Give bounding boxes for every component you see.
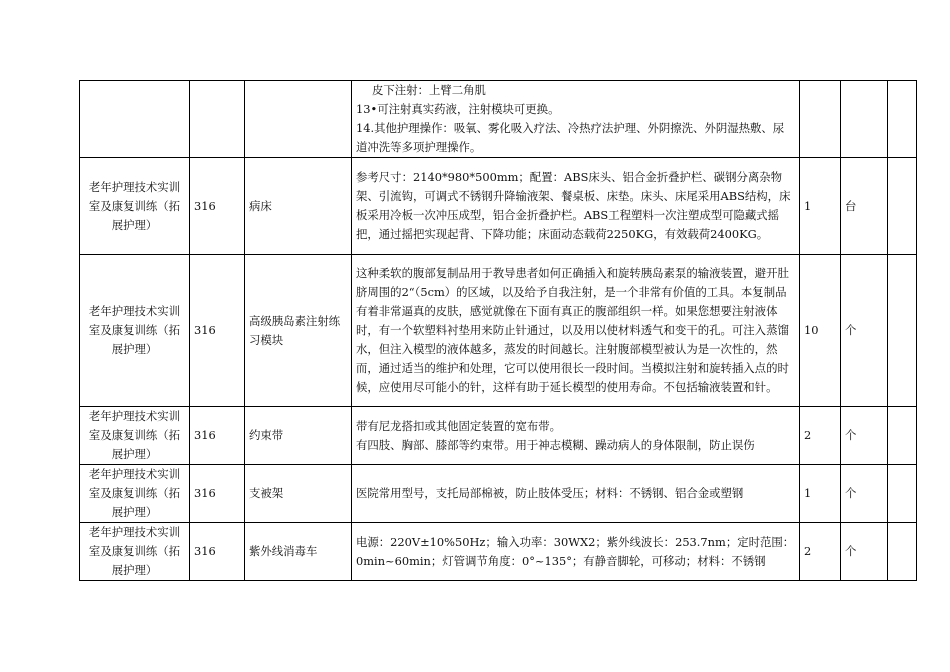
table-row — [80, 255, 917, 407]
room-cell: 老年护理技术实训室及康复训练（拓展护理） — [80, 523, 190, 581]
quantity-cell: 2 — [800, 523, 841, 581]
item-name-cell: 紫外线消毒车 — [245, 523, 352, 581]
room-cell: 老年护理技术实训室及康复训练（拓展护理） — [80, 255, 190, 407]
table-row — [80, 523, 917, 581]
quantity-cell: 2 — [800, 407, 841, 465]
unit-cell: 个 — [841, 255, 888, 407]
spec-line: 带有尼龙搭扣或其他固定装置的宽布带。 — [356, 418, 562, 433]
spec-line: 皮下注射：上臂二角肌 — [372, 83, 486, 97]
blank-cell — [888, 81, 917, 158]
room-cell: 老年护理技术实训室及康复训练（拓展护理） — [80, 158, 190, 255]
spec-cell — [352, 523, 800, 581]
unit-cell: 个 — [841, 523, 888, 581]
blank-cell — [888, 407, 917, 465]
quantity-cell — [800, 81, 841, 158]
room-cell — [80, 81, 190, 158]
spec-line: 有四肢、胸部、膝部等约束带。用于神志模糊、躁动病人的身体限制，防止误伤 — [356, 437, 755, 452]
unit-cell: 个 — [841, 407, 888, 465]
spec-cell — [352, 407, 800, 465]
blank-cell — [888, 158, 917, 255]
spec-line: 参考尺寸：2140*980*500mm；配置：ABS床头、铝合金折叠护栏、碳钢分离杂物架、引流钩，可调式不锈钢升降输液架、餐桌板、床垫。床头、床尾采用ABS结构，床板采用冷板一次冲压成型，铝合金折叠护栏。ABS工程塑料一次注塑成型可隐藏式摇把，通过摇把实现起背、下降功能；床面动态载荷2250KG，有效载荷2400KG。 — [356, 170, 791, 241]
spec-line: 14.其他护理操作：吸氧、雾化吸入疗法、冷热疗法护理、外阴擦洗、外阴湿热敷、尿道冲洗等多项护理操作。 — [356, 121, 785, 154]
code-cell: 316 — [190, 407, 245, 465]
spec-line: 电源：220V±10%50Hz；输入功率：30WX2；紫外线波长：253.7nm；定时范围：0min~60min；灯管调节角度：0°~135°；有静音脚轮，可移动；材料：不锈钢 — [356, 534, 795, 568]
item-name-cell: 支被架 — [245, 465, 352, 523]
spec-line: 医院常用型号，支托局部棉被，防止肢体受压；材料：不锈钢、铝合金或塑钢 — [356, 486, 744, 500]
blank-cell — [888, 523, 917, 581]
spec-cell — [352, 81, 800, 158]
code-cell: 316 — [190, 523, 245, 581]
spec-cell — [352, 158, 800, 255]
table-row — [80, 465, 917, 523]
table-row — [80, 81, 917, 158]
quantity-cell: 1 — [800, 158, 841, 255]
room-cell: 老年护理技术实训室及康复训练（拓展护理） — [80, 407, 190, 465]
item-name-cell: 病床 — [245, 158, 352, 255]
equipment-spec-table — [79, 80, 917, 581]
spec-cell — [352, 465, 800, 523]
code-cell: 316 — [190, 255, 245, 407]
table-row — [80, 158, 917, 255]
unit-cell: 台 — [841, 158, 888, 255]
quantity-cell: 10 — [800, 255, 841, 407]
unit-cell: 个 — [841, 465, 888, 523]
blank-cell — [888, 255, 917, 407]
table-row — [80, 407, 917, 465]
unit-cell — [841, 81, 888, 158]
spec-cell — [352, 255, 800, 407]
code-cell: 316 — [190, 465, 245, 523]
item-name-cell: 约束带 — [245, 407, 352, 465]
quantity-cell: 1 — [800, 465, 841, 523]
item-name-cell: 高级胰岛素注射练习模块 — [245, 255, 352, 407]
code-cell: 316 — [190, 158, 245, 255]
spec-line: 这种柔软的腹部复制品用于教导患者如何正确插入和旋转胰岛素泵的输液装置，避开肚脐周围的2“（5cm）的区域，以及给予自我注射，是一个非常有价值的工具。本复制品有着非常逼真的皮肤，感觉就像在下面有真正的腹部组织一样。如果您想要注射液体时，有一个软塑料衬垫用来防止针通过，以及用以使材料透气和变干的孔。可注入蒸馏水，但注入模型的液体越多，蒸发的时间越长。注射腹部模型被认为是一次性的，然而，通过适当的维护和处理，它可以使用很长一段时间。当模拟注射和旋转插入点的时候，应使用尽可能小的针，这样有助于延长模型的使用寿命。不包括输液装置和针。 — [356, 266, 789, 394]
spec-line: 13•可注射真实药液，注射模块可更换。 — [356, 102, 560, 116]
item-name-cell — [245, 81, 352, 158]
room-cell: 老年护理技术实训室及康复训练（拓展护理） — [80, 465, 190, 523]
code-cell — [190, 81, 245, 158]
blank-cell — [888, 465, 917, 523]
